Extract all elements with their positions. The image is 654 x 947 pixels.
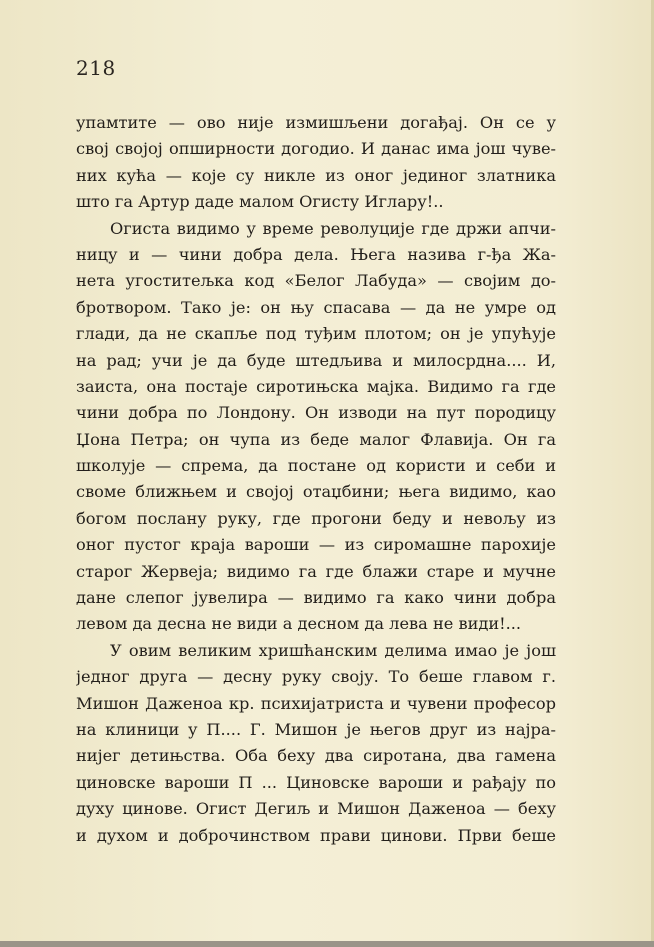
text-line: упамтите — ово није измишљени догађај. Он се у	[76, 113, 556, 132]
text-line: духу цинове. Огист Дегиљ и Мишон Даженоа — беху	[76, 799, 556, 819]
text-line: једног друга — десну руку своју. То беше главом г.	[76, 667, 556, 687]
text-line: своме ближњем и својој отаџбини; њега видимо, као	[76, 482, 556, 502]
text-line: У овим великим хришћанским делима имао је још	[110, 640, 556, 660]
text-line: ницу и — чини добра дела. Њега назива г-ђа Жа-	[76, 244, 556, 264]
text-line: левом да десна не види а десном да лева не види!...	[76, 614, 522, 634]
text-line: них кућа — које су никле из оног јединог златника	[76, 165, 556, 185]
body-text	[76, 110, 556, 849]
text-line: циновске вароши П ... Циновске вароши и рађају по	[76, 772, 556, 792]
text-line: богом послану руку, где прогони беду и невољу из	[76, 508, 556, 528]
page-number: 218	[76, 56, 116, 80]
text-line: што га Артур даде малом Огисту Иглару!..	[76, 192, 444, 212]
text-line: бротвором. Тако је: он њу спасава — да не умре од	[76, 297, 556, 317]
text-line: заиста, она постаје сиротињска мајка. Видимо га где	[76, 376, 556, 396]
scan-bottom-border	[0, 941, 654, 947]
text-line: оног пустог краја вароши — из сиромашне парохије	[76, 535, 556, 555]
text-line: и духом и доброчинством прави цинови. Први беше	[76, 825, 556, 845]
text-line: школује — спрема, да постане од користи и себи и	[76, 456, 556, 476]
text-line: Огиста видимо у време револуције где држи апчи-	[110, 218, 556, 238]
text-line: дане слепог јувелира — видимо га како чини добра	[76, 588, 556, 608]
text-line: старог Жервеја; видимо га где блажи старе и мучне	[76, 561, 556, 581]
text-line: Џона Петра; он чупа из беде малог Флавија. Он га	[76, 429, 556, 449]
text-line: Мишон Даженоа кр. психијатриста и чувени професор	[76, 693, 556, 713]
text-line: на клиници у П.... Г. Мишон је његов друг из најра-	[76, 719, 556, 739]
text-line: нета угоститељка код «Белог Лабуда» — својим до-	[76, 271, 556, 291]
text-line: глади, да не скапље под туђим плотом; он је упућује	[76, 324, 556, 344]
text-line: чини добра по Лондону. Он изводи на пут породицу	[76, 403, 556, 423]
text-line: свој својој опширности догодио. И данас има још чуве-	[76, 139, 556, 159]
text-line: нијег детињства. Оба беху два сиротана, два гамена	[76, 746, 556, 766]
text-line: на рад; учи је да буде штедљива и милосрдна.... И,	[76, 350, 556, 370]
